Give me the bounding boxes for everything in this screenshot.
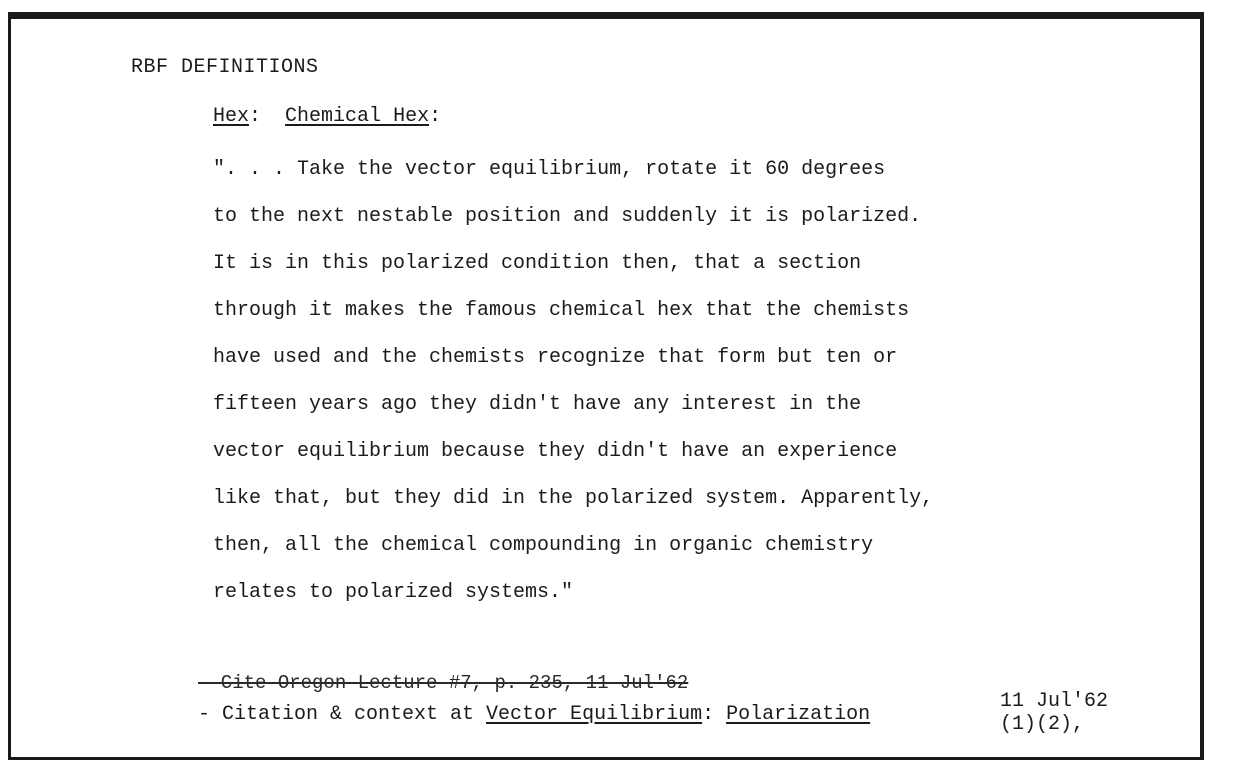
quotation-line: It is in this polarized condition then, that a section (213, 252, 862, 275)
citation-colon: : (702, 703, 727, 726)
citation-prefix: - Citation & context at (198, 703, 487, 726)
quotation-line: like that, but they did in the polarized system. Apparently, (213, 487, 934, 510)
quotation-line: vector equilibrium because they didn't have an experience (213, 440, 898, 463)
definition-heading (213, 105, 441, 128)
struck-citation: - Cite Oregon Lecture #7, p. 235, 11 Jul'62 (198, 672, 689, 694)
heading-subterm: Chemical Hex (285, 105, 430, 128)
quotation-line: through it makes the famous chemical hex that the chemists (213, 299, 910, 322)
quotation-line: to the next nestable position and suddenly it is polarized. (213, 205, 922, 228)
quotation-line: ". . . Take the vector equilibrium, rotate it 60 degrees (213, 158, 886, 181)
heading-separator: : (249, 105, 262, 128)
reference-date: 11 Jul'62 (1000, 690, 1109, 713)
link-vector-equilibrium[interactable]: Vector Equilibrium (486, 703, 703, 726)
document-title: RBF DEFINITIONS (131, 56, 319, 79)
reference-numbers: (1)(2), (1000, 713, 1085, 736)
link-polarization[interactable]: Polarization (726, 703, 871, 726)
quotation-line: fifteen years ago they didn't have any interest in the (213, 393, 862, 416)
quotation-body (213, 152, 933, 622)
citation-context (198, 703, 870, 726)
quotation-line: relates to polarized systems." (213, 581, 574, 604)
heading-term: Hex (213, 105, 250, 128)
quotation-line: have used and the chemists recognize that form but ten or (213, 346, 898, 369)
quotation-line: then, all the chemical compounding in organic chemistry (213, 534, 874, 557)
heading-trailing: : (429, 105, 442, 128)
